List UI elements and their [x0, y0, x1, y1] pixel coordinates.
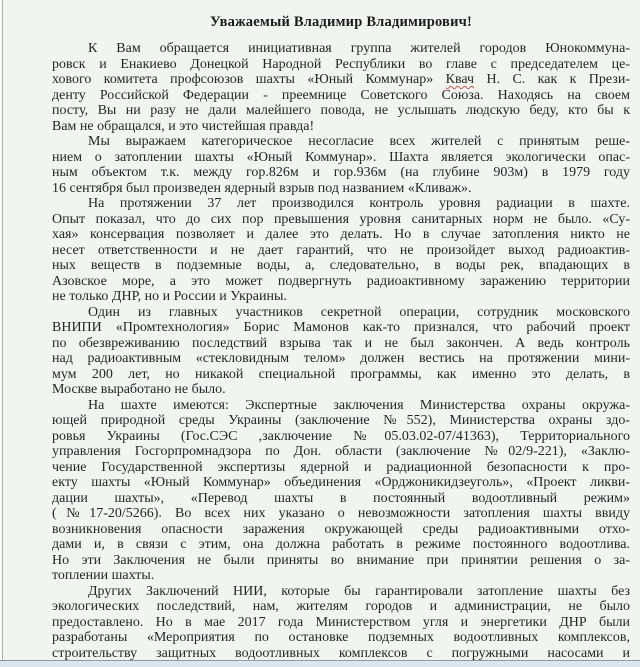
- text-line: 16 сентября был произведен ядерный взрыв под названием «Кливаж».: [52, 180, 472, 196]
- text-line: предоставлено. Но в мае 2017 года Министерством угля и энергетики ДНР были: [52, 614, 630, 630]
- text-line: Вам не обращался, и это чистейшая правда!: [52, 118, 315, 134]
- text-line: возникновения опасности заражения окружающей среды радиоактивными отхо-: [52, 521, 630, 537]
- text-line: Один из главных участников секретной операции, сотрудник московского: [88, 304, 630, 320]
- document-content: [52, 13, 630, 661]
- text-line: На протяжении 37 лет производился контроль уровня радиации в шахте.: [88, 196, 630, 211]
- paragraph: [52, 134, 630, 196]
- text-line: хового комитета профсоюзов шахты «Юный Коммунар» Квач Н. С. как к Прези-: [52, 72, 630, 87]
- text-line: ровья Украины (Гос.СЭС ,заключение №05.03.02-07/41363), Территориального: [52, 428, 630, 444]
- text-line: посту, Вы ни разу не дали малейшего повода, не услышать людскую беду, кто бы к: [52, 103, 630, 118]
- text-line: чение Государственной экспертизы ядерной и радиационной безопасности к про-: [52, 459, 630, 475]
- page-left-edge-line: [2, 0, 3, 667]
- text-line: над радиоактивным «стекловидным телом» должен вестись на протяжении мини-: [52, 351, 630, 366]
- text-line: управления Госгорпромнадзора по Дон. области (заключение №02/9-221), «Заклю-: [52, 444, 630, 459]
- text-line: по обезвреживанию последствий взрыва так и не был закончен. А ведь контроль: [52, 335, 630, 351]
- text-line: ровск и Енакиево Донецкой Народной Республики во главе с председателем це-: [52, 56, 630, 72]
- paragraph: [52, 305, 630, 398]
- text-line: дами и, в связи с этим, она должна работать в режиме постоянного водоотлива.: [52, 537, 630, 552]
- text-line: дации шахты», «Перевод шахты в постоянный водоотливный режим»: [52, 490, 630, 506]
- text-line: не только ДНР, но и России и Украины.: [52, 289, 287, 304]
- text-line: хая» консервация позволяет и далее это делать. Но в случае затопления никто не: [52, 227, 630, 242]
- text-line: екту шахты «Юный Коммунар» объединения «Орджоникидзеуголь», «Проект ликви-: [52, 475, 630, 490]
- text-line: Москве выработано не было.: [52, 382, 226, 397]
- text-line: Других Заключений НИИ, которые бы гарантировали затопление шахты без: [88, 583, 630, 599]
- page-bottom-edge: [0, 661, 640, 667]
- text-line: ным объектом т.к. между гор.826м и гор.936м (на глубине 903м) в 1979 году: [52, 165, 630, 180]
- text-line: (№17-20/5266). Во всех них указано о невозможности затопления шахты ввиду: [52, 506, 630, 521]
- paragraph: [52, 41, 630, 134]
- document-title: Уважаемый Владимир Владимирович!: [209, 14, 473, 30]
- text-line: К Вам обращается инициативная группа жителей городов Юнокоммуна-: [88, 41, 630, 56]
- text-line: нием о затоплении шахты «Юный Коммунар». Шахта является экологически опас-: [52, 149, 630, 165]
- text-line: разработаны «Мероприятия по остановке подземных водоотливных комплексов,: [52, 630, 630, 645]
- paragraph: [52, 398, 630, 584]
- text-line: Азовское море, а это может подвергнуть радиоактивному заражению территории: [52, 273, 630, 289]
- paragraph: [52, 196, 630, 305]
- text-line: ющей природной среды Украины (заключение №552), Министерства охраны здо-: [52, 413, 630, 428]
- spellcheck-word: Квач: [445, 72, 475, 87]
- text-line: мум 200 лет, но никакой специальной программы, как именно это делать, в: [52, 366, 630, 382]
- text-line: ных веществ в подземные воды, а, следовательно, в воды рек, впадающих в: [52, 258, 630, 273]
- text-line: денту Российской Федерации - преемнице Советского Союза. Находясь на своем: [52, 87, 630, 103]
- paragraph: [52, 584, 630, 662]
- text-line: На шахте имеются: Экспертные заключения Министерства охраны окружа-: [88, 397, 630, 413]
- document-body: [52, 41, 630, 661]
- text-line: Опыт показал, что до сих пор превышения уровня санитарных норм не было. «Су-: [52, 211, 630, 227]
- text-line: экологических последствий, нам, жителям городов и администрации, не было: [52, 599, 630, 614]
- text-line: строительству защитных водоотливных комплексов с погружными насосами и: [52, 645, 630, 661]
- text-line: несет ответственности и не дает гарантий, что не произойдет выход радиоактив-: [52, 242, 630, 258]
- text-line: топлении шахты.: [52, 568, 155, 583]
- text-line: Но эти Заключения не были приняты во внимание при принятии решения о за-: [52, 552, 630, 568]
- text-line: ВНИПИ «Промтехнология» Борис Мамонов как-то признался, что рабочий проект: [52, 320, 630, 335]
- text-line: Мы выражаем категорическое несогласие всех жителей с принятым реше-: [88, 134, 630, 149]
